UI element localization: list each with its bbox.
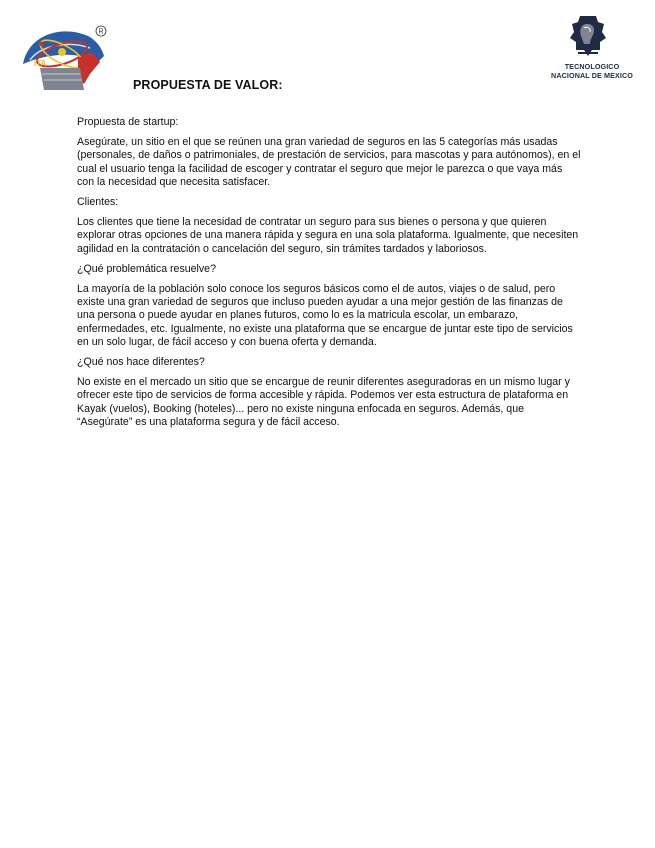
ita-emblem-icon [20, 22, 112, 96]
page-title: PROPUESTA DE VALOR: [133, 78, 283, 92]
section-body-problematica: La mayoría de la población solo conoce los seguros básicos como el de autos, viajes o de salud, pero existe una gran variedad de seguros que incluso pueden ayudar a una mejor gestión de las finanzas de una persona o puede ayudar en planes futuros, como lo es la matricula escolar, un embarazo, enfermedades, etc. Igualmente, no existe una plataforma que se encargue de juntar este tipo de servicios en un solo lugar, de fácil acceso y con buena oferta y demanda. [77, 283, 573, 348]
ita-logo [20, 22, 112, 96]
section-body-propuesta: Asegúrate, un sitio en el que se reúnen una gran variedad de seguros en las 5 categorías más usadas (personales, de daños o patrimoniales, de prestación de servicios, para mascotas y para autónomos), en el cual el usuario tenga la facilidad de escoger y contratar el seguro que mejor le parezca o que vaya más con la necesidad que necesita satisfacer. [77, 136, 581, 188]
svg-text:R: R [98, 28, 104, 36]
section-heading-problematica: ¿Qué problemática resuelve? [77, 262, 216, 275]
tecnm-gear-icon [568, 12, 608, 60]
section-heading-diferentes: ¿Qué nos hace diferentes? [77, 356, 205, 369]
tecnm-logo [546, 12, 638, 86]
section-body-diferentes: No existe en el mercado un sitio que se encargue de reunir diferentes aseguradoras en un mismo lugar y ofrecer este tipo de servicios de forma accesible y rápida. Podemos ver esta estructura de plataforma en Kayak (vuelos), Booking (hoteles)... pero no existe ninguna enfocada en seguros. Además, que “Asegúrate” es una plataforma segura y de fácil acceso. [77, 376, 570, 428]
section-heading-clientes: Clientes: [77, 196, 119, 209]
tecnm-line2: NACIONAL DE MEXICO [551, 71, 633, 80]
svg-text:ITA: ITA [34, 59, 47, 68]
document-body [77, 116, 582, 436]
section-heading-propuesta: Propuesta de startup: [77, 116, 179, 128]
tecnm-line1: TECNOLOGICO [564, 62, 620, 71]
section-body-clientes: Los clientes que tiene la necesidad de contratar un seguro para sus bienes o persona y que quieren explorar otras opciones de una manera rápida y segura en una sola plataforma. Igualmente, que necesiten agilidad en la contratación o cancelación del seguro, sin trámites tardados y laboriosos. [77, 216, 579, 255]
